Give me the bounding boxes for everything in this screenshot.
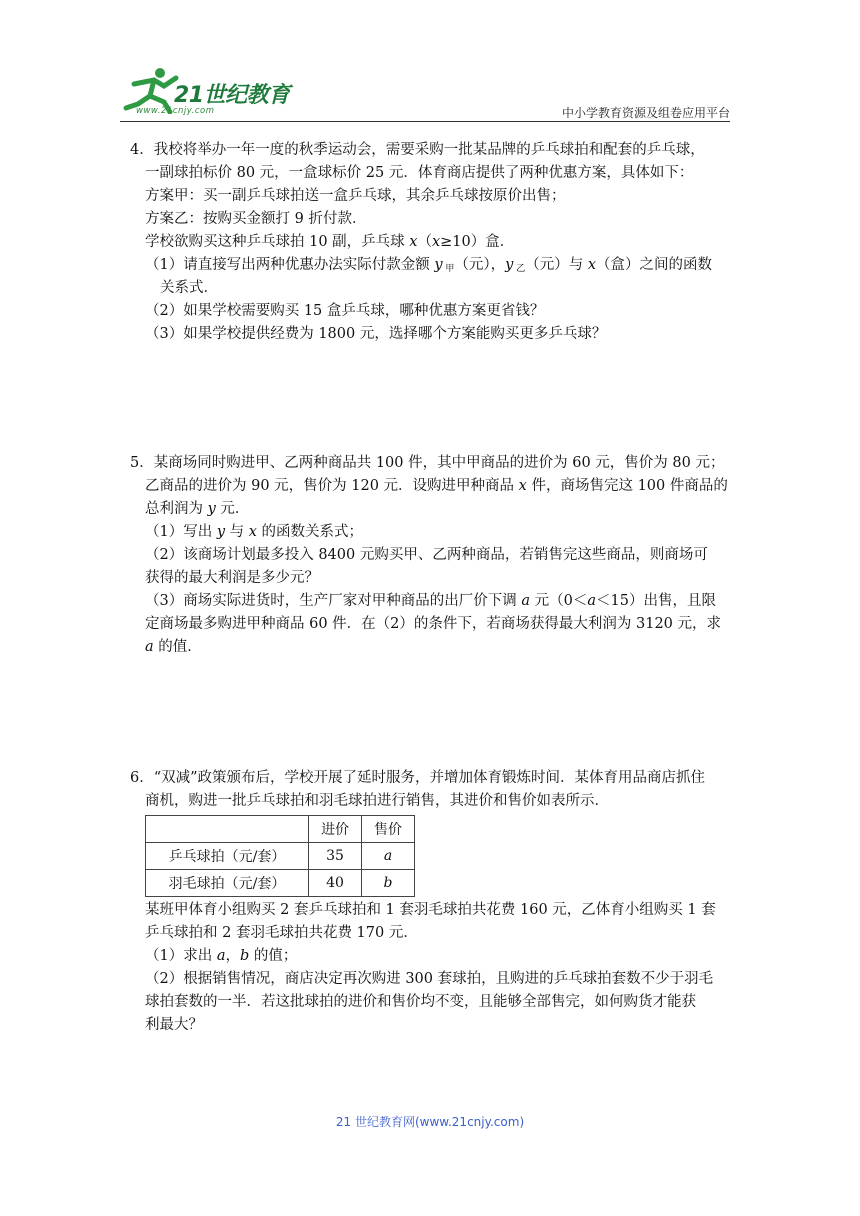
q4-part-2: （2）如果学校需要购买 15 盒乒乓球，哪种优惠方案更省钱？ <box>145 303 545 319</box>
q6-part-2: （2）根据销售情况，商店决定再次购进 300 套球拍，且购进的乒乓球拍套数不少于羽毛 <box>145 971 714 987</box>
page-header <box>120 62 730 120</box>
table-cell: 乒乓球拍（元/套） <box>146 843 309 870</box>
question-5 <box>130 452 736 659</box>
q6-line-2: 商机，购进一批乒乓球拍和羽毛球拍进行销售，其进价和售价如表所示． <box>145 793 609 809</box>
price-table <box>145 815 415 897</box>
q4-line-5: 学校欲购买这种乒乓球拍 10 副，乒乓球 x（x≥10）盒． <box>145 234 515 250</box>
q5-part-2: （2）该商场计划最多投入 8400 元购买甲、乙两种商品，若销售完这些商品，则商场可 <box>145 547 708 563</box>
logo-url: www.21cnjy.com <box>136 106 215 116</box>
q4-line-1: 4．我校将举办一年一度的秋季运动会，需要采购一批某品牌的乒乓球拍和配套的乒乓球， <box>130 142 705 158</box>
q5-part-3-cont: 定商场最多购进甲种商品 60 件．在（2）的条件下，若商场获得最大利润为 3120 元，求 <box>145 616 722 632</box>
table-row <box>146 870 415 897</box>
q6-line-4: 乒乓球拍和 2 套羽毛球拍共花费 170 元． <box>145 925 418 941</box>
table-cell: 35 <box>309 843 362 870</box>
table-row <box>146 843 415 870</box>
q6-part-2-cont: 球拍套数的一半．若这批球拍的进价和售价均不变，且能够全部售完，如何购货才能获 <box>145 994 696 1010</box>
table-cell: b <box>362 870 415 897</box>
q5-part-3: （3）商场实际进货时，生产厂家对甲种商品的出厂价下调 a 元（0＜a＜15）出售，且限 <box>145 593 716 609</box>
q5-part-1: （1）写出 y 与 x 的函数关系式； <box>145 524 364 540</box>
table-cell: a <box>362 843 415 870</box>
table-header-cell: 进价 <box>309 816 362 843</box>
q6-part-2-end: 利最大？ <box>145 1017 203 1033</box>
table-header-row <box>146 816 415 843</box>
question-6 <box>130 767 736 1037</box>
header-divider <box>120 121 730 122</box>
q5-part-2-cont: 获得的最大利润是多少元？ <box>145 570 319 586</box>
question-4 <box>130 139 736 346</box>
table-header-cell: 售价 <box>362 816 415 843</box>
logo-text: 21世纪教育 <box>174 83 290 108</box>
platform-title: 中小学教育资源及组卷应用平台 <box>561 106 730 120</box>
q4-part-3: （3）如果学校提供经费为 1800 元，选择哪个方案能购买更多乒乓球？ <box>145 326 607 342</box>
q4-part-1-cont: 关系式． <box>160 280 218 296</box>
q5-line-3: 总利润为 y 元． <box>145 501 250 517</box>
logo <box>120 62 300 118</box>
table-cell: 羽毛球拍（元/套） <box>146 870 309 897</box>
page-footer: 21 世纪教育网(www.21cnjy.com) <box>335 1115 525 1129</box>
q4-line-2: 一副球拍标价 80 元，一盒球标价 25 元．体育商店提供了两种优惠方案，具体如下： <box>145 165 694 181</box>
q5-part-3-end: a 的值． <box>145 639 202 655</box>
q6-line-1: 6．“双减”政策颁布后，学校开展了延时服务，并增加体育锻炼时间．某体育用品商店抓住 <box>130 770 706 786</box>
q6-part-1: （1）求出 a，b 的值； <box>145 948 298 964</box>
q5-line-2: 乙商品的进价为 90 元，售价为 120 元．设购进甲种商品 x 件，商场售完这 100 件商品的 <box>145 478 728 494</box>
q4-plan-b: 方案乙：按购买金额打 9 折付款． <box>145 211 367 227</box>
q4-plan-a: 方案甲：买一副乒乓球拍送一盒乒乓球，其余乒乓球按原价出售； <box>145 188 566 204</box>
q6-line-3: 某班甲体育小组购买 2 套乒乓球拍和 1 套羽毛球拍共花费 160 元，乙体育小组购买 1 套 <box>145 902 716 918</box>
q5-line-1: 5．某商场同时购进甲、乙两种商品共 100 件，其中甲商品的进价为 60 元，售价为 80 元； <box>130 455 725 471</box>
table-header-cell <box>146 816 309 843</box>
table-cell: 40 <box>309 870 362 897</box>
q4-part-1: （1）请直接写出两种优惠办法实际付款金额 y $_甲$（元），y $_乙$（元）与 x（盒）之间的函数 <box>145 257 713 274</box>
